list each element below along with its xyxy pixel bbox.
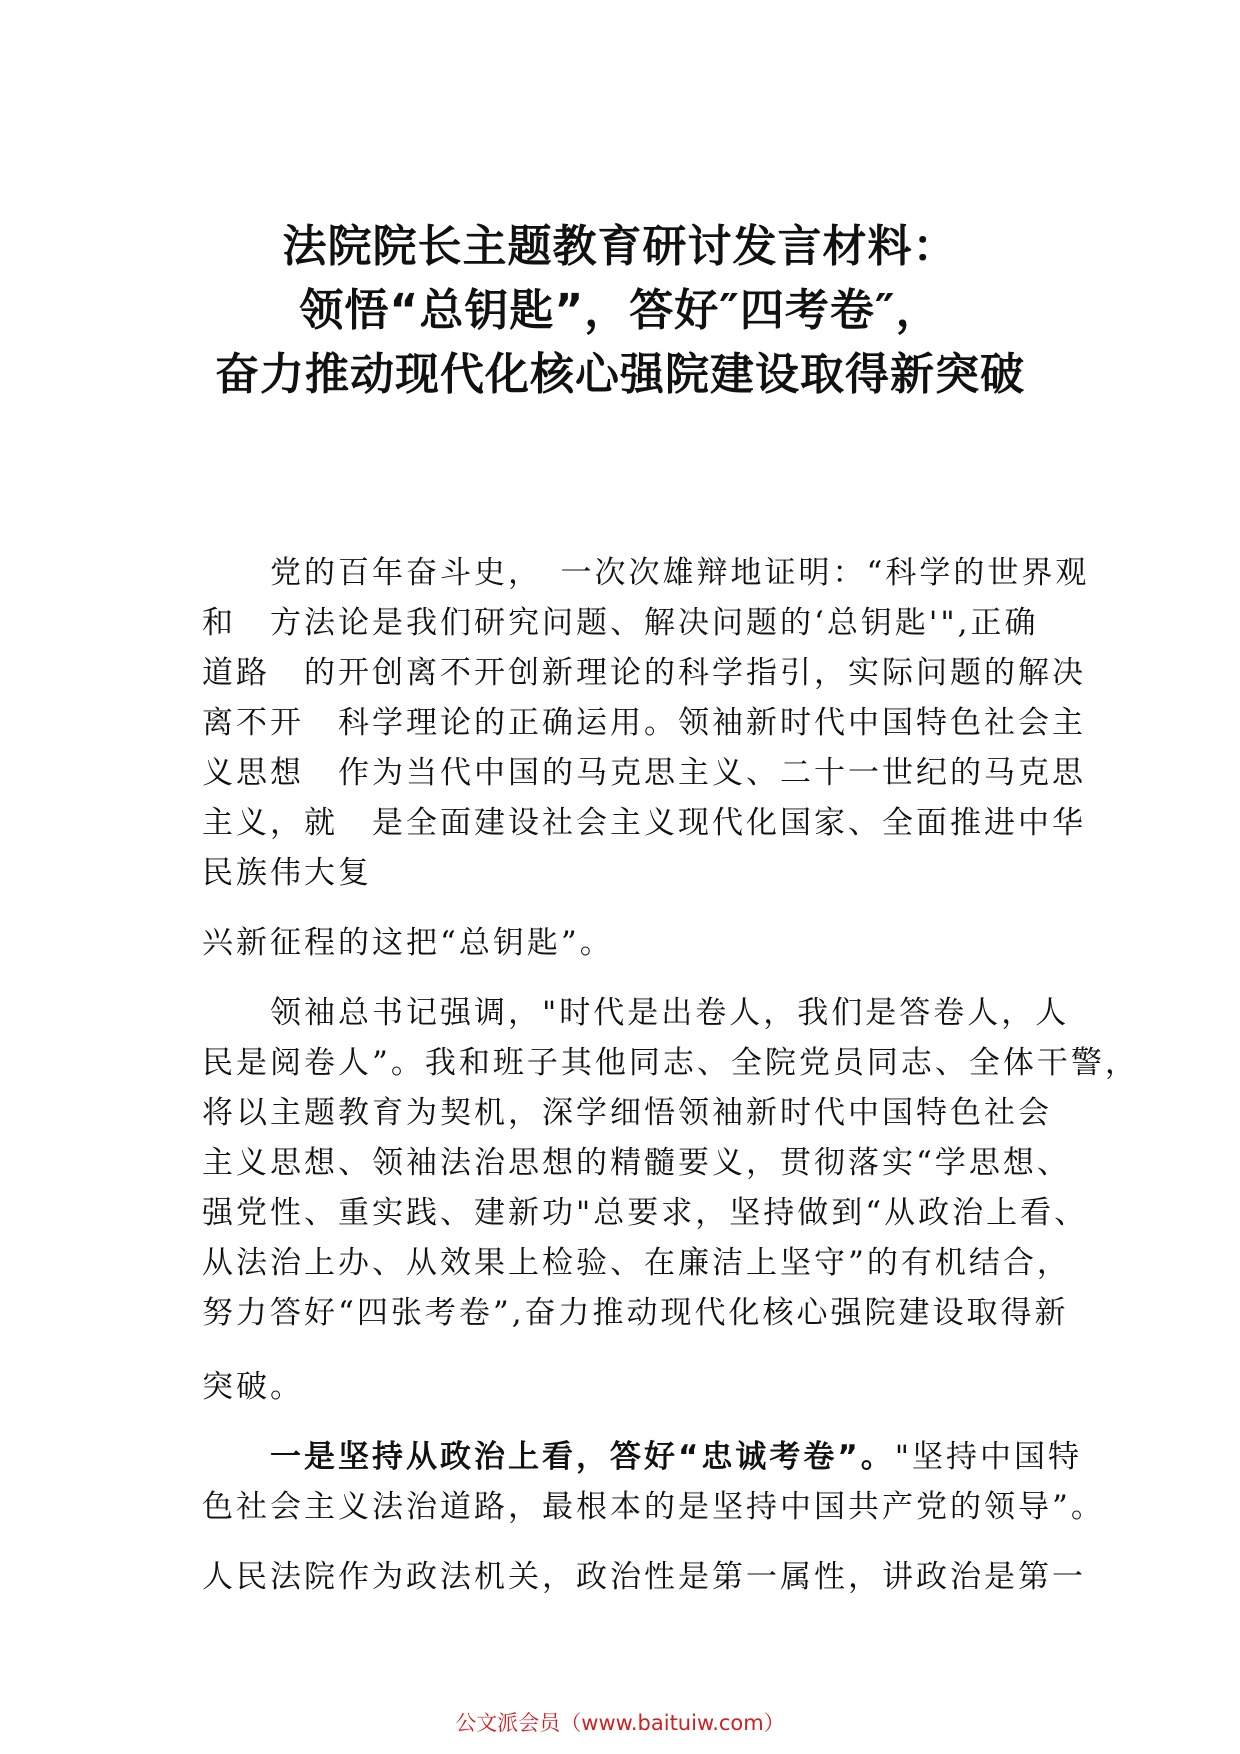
- title-line-2: 领悟“总钥匙”，答好″四考卷″，: [299, 285, 941, 336]
- title-line-1: 法院院长主题教育研讨发言材料：: [282, 221, 958, 272]
- paragraph-1-line: 离不开 科学理论的正确运用。领袖新时代中国特色社会主: [202, 705, 1086, 741]
- paragraph-2: [202, 988, 1139, 1412]
- paragraph-3: [202, 1432, 1105, 1602]
- paragraph-3-line-1: [202, 1432, 1083, 1482]
- paragraph-1-line: 道路 的开创离不开创新理论的科学指引，实际问题的解决: [202, 655, 1086, 691]
- paragraph-1-continuation: 兴新征程的这把“总钥匙”。: [202, 925, 614, 961]
- paragraph-2-line: 努力答好“四张考卷”,奋力推动现代化核心强院建设取得新: [202, 1295, 1069, 1331]
- paragraph-1-line: 和 方法论是我们研究问题、解决问题的‘总钥匙'",正确: [202, 605, 1039, 641]
- paragraph-1-line: 义思想 作为当代中国的马克思主义、二十一世纪的马克思: [202, 755, 1086, 791]
- paragraph-2-line: 从法治上办、从效果上检验、在廉洁上坚守”的有机结合，: [202, 1245, 1071, 1281]
- paragraph-3-line-3: 人民法院作为政法机关，政治性是第一属性，讲政治是第一: [202, 1559, 1086, 1595]
- paragraph-2-line: 民是阅卷人”。我和班子其他同志、全院党员同志、全体干警，: [202, 1045, 1139, 1081]
- paragraph-2-line: 强党性、重实践、建新功"总要求，坚持做到“从政治上看、: [202, 1195, 1089, 1231]
- section-heading: 一是坚持从政治上看，答好“忠诚考卷”。: [270, 1439, 895, 1475]
- document-title: [0, 215, 1240, 407]
- document-body: [202, 548, 1139, 1602]
- paragraph-2-last-line: 突破。: [202, 1369, 304, 1405]
- paragraph-3-line-2: 色社会主义法治道路，最根本的是坚持中国共产党的领导”。: [202, 1489, 1105, 1525]
- paragraph-1-line: 主义，就 是全面建设社会主义现代化国家、全面推进中华: [202, 805, 1086, 841]
- title-line-3: 奋力推动现代化核心强院建设取得新突破: [215, 349, 1025, 400]
- paragraph-1: [202, 548, 1090, 968]
- paragraph-1-line: 民族伟大复: [202, 855, 372, 891]
- footer-watermark: 公文派会员（www.baituiw.com）: [455, 1711, 785, 1735]
- paragraph-1-line: 党的百年奋斗史， 一次次雄辩地证明：“科学的世界观: [270, 555, 1090, 591]
- paragraph-3-line-1-text: "坚持中国特: [894, 1439, 1083, 1475]
- paragraph-2-line: 将以主题教育为契机，深学细悟领袖新时代中国特色社会: [202, 1095, 1052, 1131]
- paragraph-2-line: 领袖总书记强调，"时代是出卷人，我们是答卷人，人: [270, 995, 1070, 1031]
- paragraph-2-line: 主义思想、领袖法治思想的精髓要义，贯彻落实“学思想、: [202, 1145, 1071, 1181]
